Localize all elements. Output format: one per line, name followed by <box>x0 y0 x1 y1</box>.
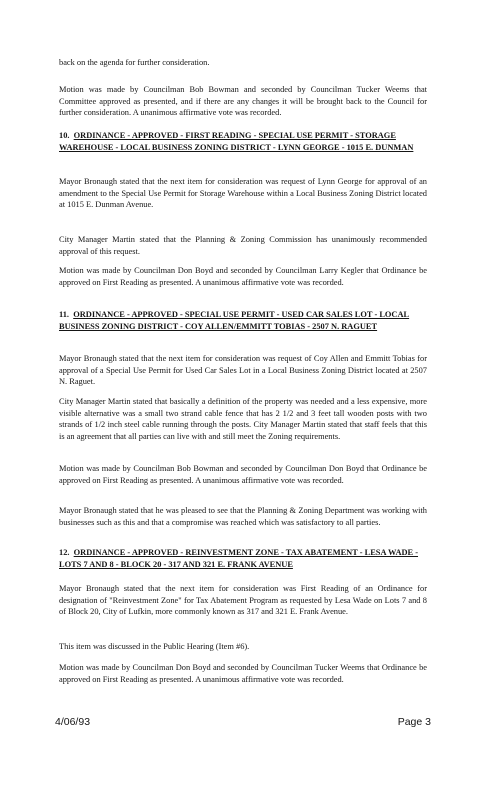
paragraph-motion-2: Motion was made by Councilman Don Boyd and seconded by Councilman Larry Kegler that Ordinance be approved on First Reading as presented. A unanimous affirmative vote was recorded. <box>59 266 427 287</box>
section-heading-12 <box>59 547 427 570</box>
paragraph-bronaugh-pleased: Mayor Bronaugh stated that he was pleased to see that the Planning & Zoning Department was working with businesses such as this and that a compromise was reached which was satisfactory to all parties. <box>59 506 427 527</box>
paragraph-continued: back on the agenda for further consideration. <box>59 58 210 67</box>
section-number: 12. <box>59 548 70 557</box>
paragraph-coy-allen-request: Mayor Bronaugh stated that the next item for consideration was request of Coy Allen and Emmitt Tobias for approval of a Special Use Permit for Used Car Sales Lot in a Local Business Zoning District located at 2507 N. Raguet. <box>59 354 427 387</box>
section-heading-10 <box>59 130 427 153</box>
section-number: 11. <box>59 310 70 319</box>
paragraph-lynn-george-request: Mayor Bronaugh stated that the next item for consideration was request of Lynn George for approval of an amendment to the Special Use Permit for Storage Warehouse within a Local Business Zoning District located at 1015 E. Dunman Avenue. <box>59 177 427 210</box>
paragraph-reinvestment-zone: Mayor Bronaugh stated that the next item for consideration was First Reading of an Ordinance for designation of "Reinvestment Zone" for Tax Abatement Program as requested by Lesa Wade on Lots 7 and 8 of Block 20, City of Lufkin, more commonly known as 317 and 321 E. Frank Avenue. <box>59 584 427 617</box>
footer-page-number: Page 3 <box>397 716 431 728</box>
paragraph-motion-3: Motion was made by Councilman Bob Bowman and seconded by Councilman Don Boyd that Ordinance be approved on First Reading as presented. A unanimous affirmative vote was recorded. <box>59 464 427 485</box>
footer-date: 4/06/93 <box>55 716 91 728</box>
section-heading-11 <box>59 309 427 332</box>
paragraph-city-manager-martin: City Manager Martin stated that the Planning & Zoning Commission has unanimously recommended approval of this request. <box>59 235 427 256</box>
paragraph-motion-4: Motion was made by Councilman Don Boyd and seconded by Councilman Tucker Weems that Ordinance be approved on First Reading as presented. A unanimous affirmative vote was recorded. <box>59 663 427 684</box>
section-title: ORDINANCE - APPROVED - FIRST READING - SPECIAL USE PERMIT - STORAGE WAREHOUSE - LOCAL BUSINESS ZONING DISTRICT - LYNN GEORGE - 1015 E. DUNMAN <box>59 131 414 152</box>
paragraph-public-hearing: This item was discussed in the Public Hearing (Item #6). <box>59 642 250 651</box>
section-number: 10. <box>59 131 70 140</box>
paragraph-motion-1: Motion was made by Councilman Bob Bowman and seconded by Councilman Tucker Weems that Committee approved as presented, and if there are any changes it will be brought back to the Council for further consideration. A unanimous affirmative vote was recorded. <box>59 85 427 118</box>
section-title: ORDINANCE - APPROVED - SPECIAL USE PERMIT - USED CAR SALES LOT - LOCAL BUSINESS ZONING DISTRICT - COY ALLEN/EMMITT TOBIAS - 2507 N. RAGUET <box>59 310 410 331</box>
section-title: ORDINANCE - APPROVED - REINVESTMENT ZONE - TAX ABATEMENT - LESA WADE - LOTS 7 AND 8 - BLOCK 20 - 317 AND 321 E. FRANK AVENUE <box>59 548 419 569</box>
paragraph-cable-fence: City Manager Martin stated that basically a definition of the property was needed and a less expensive, more visible alternative was a small two strand cable fence that has 2 1/2 and 3 feet tall wooden posts with two strands of 1/2 inch steel cable running through the posts. City Manager Martin stated that staff feels that this is an agreement that all parties can live with and still meet the Zoning requirements. <box>59 397 427 441</box>
